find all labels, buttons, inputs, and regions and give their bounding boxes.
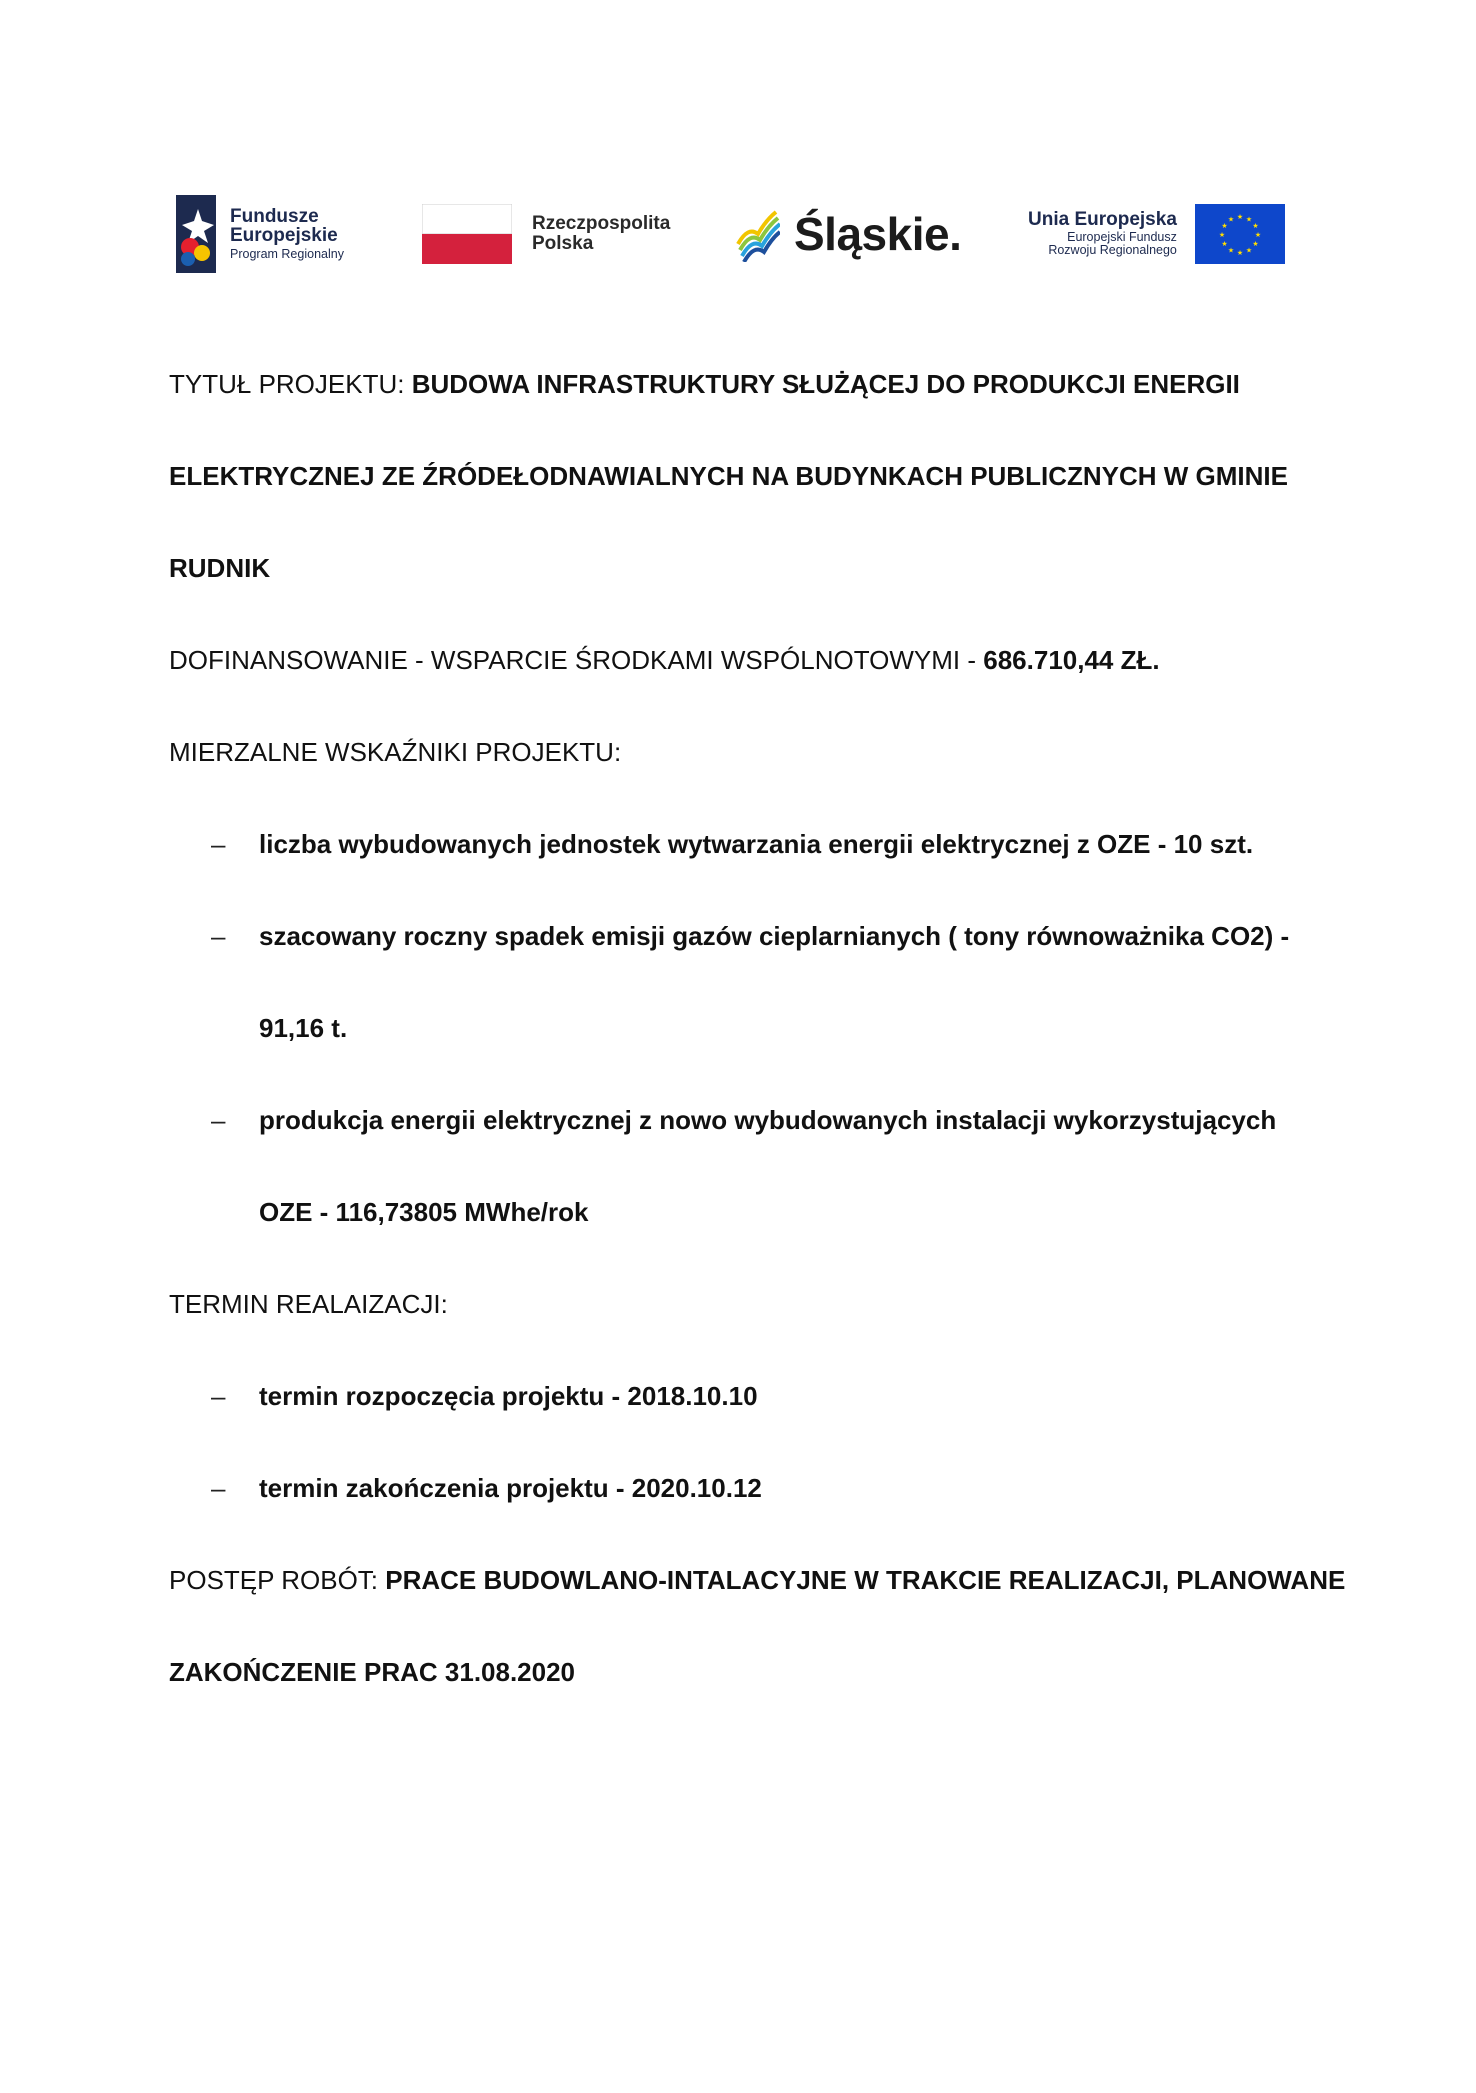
dash-bullet: – [211,1105,226,1135]
indicator-text: liczba wybudowanych jednostek wytwarzania energii elektrycznej z OZE - 10 szt. [259,829,1254,859]
fundusze-europejskie-icon [176,195,216,273]
svg-text:★: ★ [1227,215,1235,224]
funding-label: DOFINANSOWANIE - WSPARCIE ŚRODKAMI WSPÓLNOTOWYMI - [169,645,977,675]
project-title-line2: ELEKTRYCZNEJ ZE ŹRÓDEŁODNAWIALNYCH NA BUDYNKACH PUBLICZNYCH W GMINIE [169,461,1288,491]
project-title-line3: RUDNIK [169,553,271,583]
slaskie-logo [736,192,961,276]
fundusze-text [230,207,344,262]
fundusze-line2: Europejskie [230,225,338,247]
progress-line2: ZAKOŃCZENIE PRAC 31.08.2020 [169,1657,576,1687]
unia-line3: Rozwoju Regionalnego [1048,243,1177,258]
slaskie-text: Śląskie. [794,208,962,260]
dash-bullet: – [211,1473,226,1503]
rzeczpospolita-text [532,214,670,254]
unia-text [1028,210,1177,258]
svg-text:★: ★ [1236,213,1244,221]
dash-bullet: – [211,829,226,859]
indicator-text: produkcja energii elektrycznej z nowo wybudowanych instalacji wykorzystujących [259,1105,1277,1135]
svg-text:★: ★ [1245,215,1253,224]
project-title-text: BUDOWA INFRASTRUKTURY SŁUŻĄCEJ DO PRODUKCJI ENERGII [411,369,1240,399]
dash-bullet: – [211,921,226,951]
project-title-label: TYTUŁ PROJEKTU: [169,369,405,399]
rzeczpospolita-line1: Rzeczpospolita [532,213,671,235]
unia-line1: Unia Europejska [1028,208,1177,230]
svg-text:★: ★ [1221,222,1228,230]
fundusze-line3: Program Regionalny [230,247,344,262]
progress-line1 [169,1564,1345,1596]
term-text: termin zakończenia projektu - 2020.10.12 [259,1473,762,1503]
svg-text:★: ★ [1245,246,1253,255]
term-text: termin rozpoczęcia projektu - 2018.10.10 [259,1381,758,1411]
rzeczpospolita-logo [422,192,670,276]
slaskie-waves-icon [736,206,780,262]
logo-bar [176,192,1300,276]
svg-text:★: ★ [1252,222,1259,230]
progress-text: PRACE BUDOWLANO-INTALACYJNE W TRAKCIE REALIZACJI, PLANOWANE [385,1565,1346,1595]
unia-europejska-logo [1028,192,1285,276]
svg-text:★: ★ [1221,240,1228,248]
term-label: TERMIN REALAIZACJI: [169,1289,448,1319]
indicator-text: szacowany roczny spadek emisji gazów cieplarnianych ( tony równoważnika CO2) - [259,921,1290,951]
unia-line2: Europejski Fundusz [1067,229,1177,244]
indicator-text-cont: 91,16 t. [259,1013,348,1043]
rzeczpospolita-line2: Polska [532,233,594,254]
progress-label: POSTĘP ROBÓT: [169,1565,379,1595]
polish-flag-icon [422,204,512,264]
eu-flag-icon [1195,204,1285,264]
fundusze-europejskie-logo [176,192,344,276]
svg-text:★: ★ [1236,249,1244,257]
svg-text:★: ★ [1254,231,1262,239]
dash-bullet: – [211,1381,226,1411]
fundusze-line1: Fundusze [230,205,319,227]
indicator-text-cont: OZE - 116,73805 MWhe/rok [259,1197,589,1227]
svg-text:★: ★ [1218,231,1226,239]
funding-value: 686.710,44 ZŁ. [983,645,1160,675]
svg-text:★: ★ [1227,246,1235,255]
project-title-line1 [169,368,1240,400]
svg-text:★: ★ [1252,240,1259,248]
indicators-label: MIERZALNE WSKAŹNIKI PROJEKTU: [169,737,622,767]
funding-line [169,644,1160,676]
